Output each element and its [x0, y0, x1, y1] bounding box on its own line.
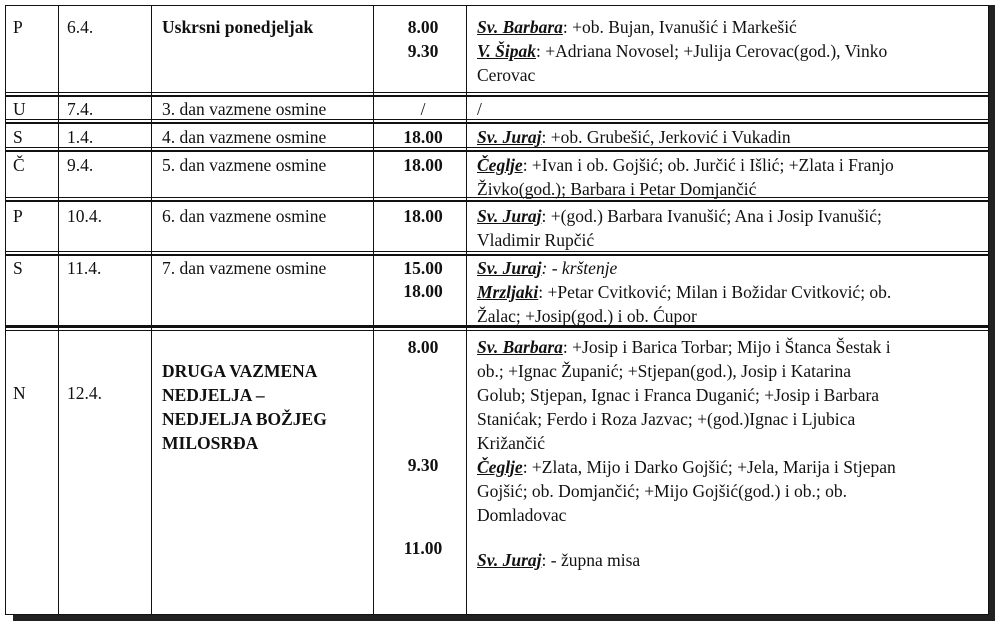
- mass-location: Sv. Juraj: [477, 206, 542, 226]
- table-shadow-bottom: [13, 615, 995, 621]
- row-day: Č: [13, 155, 25, 175]
- description-line: NEDJELJA BOŽJEG: [162, 409, 327, 429]
- mass-location: Sv. Juraj: [477, 258, 542, 278]
- intention-text: Žalac; +Josip(god.) i ob. Ćupor: [477, 306, 697, 326]
- row-sep: [5, 122, 989, 124]
- row-date: 11.4.: [67, 258, 102, 278]
- intention-text: Cerovac: [477, 65, 536, 85]
- row-sep: [5, 150, 989, 152]
- intention-text: : +Zlata, Mijo i Darko Gojšić; +Jela, Marija i Stjepan: [522, 457, 896, 477]
- mass-time: /: [420, 99, 426, 119]
- intention-text: : - krštenje: [541, 258, 618, 278]
- mass-location: Čeglje: [477, 155, 523, 175]
- intention-text: Domladovac: [477, 505, 567, 525]
- description-line: NEDJELJA –: [162, 385, 265, 405]
- mass-time: 18.00: [403, 206, 443, 226]
- intention-text: Vladimir Rupčić: [477, 230, 595, 250]
- table-border-top: [5, 5, 989, 6]
- mass-time: 9.30: [407, 41, 439, 61]
- mass-time: 11.00: [403, 538, 443, 558]
- intention-text: /: [477, 99, 482, 119]
- mass-location: Sv. Barbara: [477, 17, 563, 37]
- mass-schedule-table: [5, 5, 989, 615]
- mass-time: 15.00: [403, 258, 443, 278]
- intention-text: : +ob. Bujan, Ivanušić i Markešić: [562, 17, 797, 37]
- row-day: U: [13, 99, 26, 119]
- mass-intentions: [477, 204, 982, 252]
- row-day: S: [13, 127, 23, 147]
- intention-text: : +Josip i Barica Torbar; Mijo i Štanca Šestak i: [562, 337, 891, 357]
- mass-time: 8.00: [407, 337, 439, 357]
- mass-location: Sv. Juraj: [477, 550, 542, 570]
- mass-intentions: [477, 335, 982, 527]
- row-description: 6. dan vazmene osmine: [162, 206, 327, 226]
- intention-text: Križančić: [477, 433, 546, 453]
- table-shadow-right: [989, 5, 995, 621]
- row-description: [162, 359, 327, 455]
- mass-intentions: [477, 256, 982, 328]
- row-description: 3. dan vazmene osmine: [162, 99, 327, 119]
- row-description: 5. dan vazmene osmine: [162, 155, 327, 175]
- mass-time: 9.30: [407, 455, 439, 475]
- intention-text: ob.; +Ignac Županić; +Stjepan(god.), Josip i Katarina: [477, 361, 852, 381]
- intention-text: : +Ivan i ob. Gojšić; ob. Jurčić i Išlić; +Zlata i Franjo: [522, 155, 894, 175]
- row-date: 6.4.: [67, 17, 94, 37]
- intention-text: : +Adriana Novosel; +Julija Cerovac(god.), Vinko: [536, 41, 888, 61]
- mass-time: 18.00: [403, 127, 443, 147]
- intention-text: : - župna misa: [541, 550, 641, 570]
- intention-text: Gojšić; ob. Domjančić; +Mijo Gojšić(god.) i ob.; ob.: [477, 481, 848, 501]
- intention-text: Golub; Stjepan, Ignac i Franca Duganić; +Josip i Barbara: [477, 385, 880, 405]
- row-date: 10.4.: [67, 206, 102, 226]
- mass-intentions: [477, 97, 982, 121]
- mass-location: Čeglje: [477, 457, 523, 477]
- row-day: P: [13, 17, 23, 37]
- intention-text: : +(god.) Barbara Ivanušić; Ana i Josip Ivanušić;: [541, 206, 882, 226]
- mass-time: 8.00: [407, 17, 439, 37]
- row-date: 12.4.: [67, 383, 102, 403]
- row-date: 7.4.: [67, 99, 94, 119]
- description-line: DRUGA VAZMENA: [162, 361, 318, 381]
- description-line: MILOSRĐA: [162, 433, 259, 453]
- mass-intentions: [477, 125, 982, 149]
- row-day: P: [13, 206, 23, 226]
- mass-intentions: [477, 548, 982, 572]
- intention-text: : +ob. Grubešić, Jerković i Vukadin: [541, 127, 791, 147]
- mass-location: Sv. Barbara: [477, 337, 563, 357]
- mass-intentions: [477, 153, 982, 201]
- row-sep: [5, 330, 989, 331]
- mass-time: 18.00: [403, 281, 443, 301]
- row-date: 1.4.: [67, 127, 94, 147]
- mass-intentions: [477, 15, 982, 87]
- intention-text: Stanićak; Ferdo i Roza Jazvac; +(god.)Ignac i Ljubica: [477, 409, 856, 429]
- table-border-bottom: [5, 614, 989, 615]
- row-day: N: [13, 383, 26, 403]
- intention-text: : +Petar Cvitković; Milan i Božidar Cvitković; ob.: [538, 282, 892, 302]
- row-day: S: [13, 258, 23, 278]
- row-description: 4. dan vazmene osmine: [162, 127, 327, 147]
- row-description: Uskrsni ponedjeljak: [162, 17, 314, 37]
- row-sep: [5, 92, 989, 93]
- mass-location: Sv. Juraj: [477, 127, 542, 147]
- intention-text: Živko(god.); Barbara i Petar Domjančić: [477, 179, 757, 199]
- mass-location: Mrzljaki: [477, 282, 539, 302]
- row-description: 7. dan vazmene osmine: [162, 258, 327, 278]
- row-date: 9.4.: [67, 155, 94, 175]
- mass-time: 18.00: [403, 155, 443, 175]
- mass-location: V. Šipak: [477, 41, 537, 61]
